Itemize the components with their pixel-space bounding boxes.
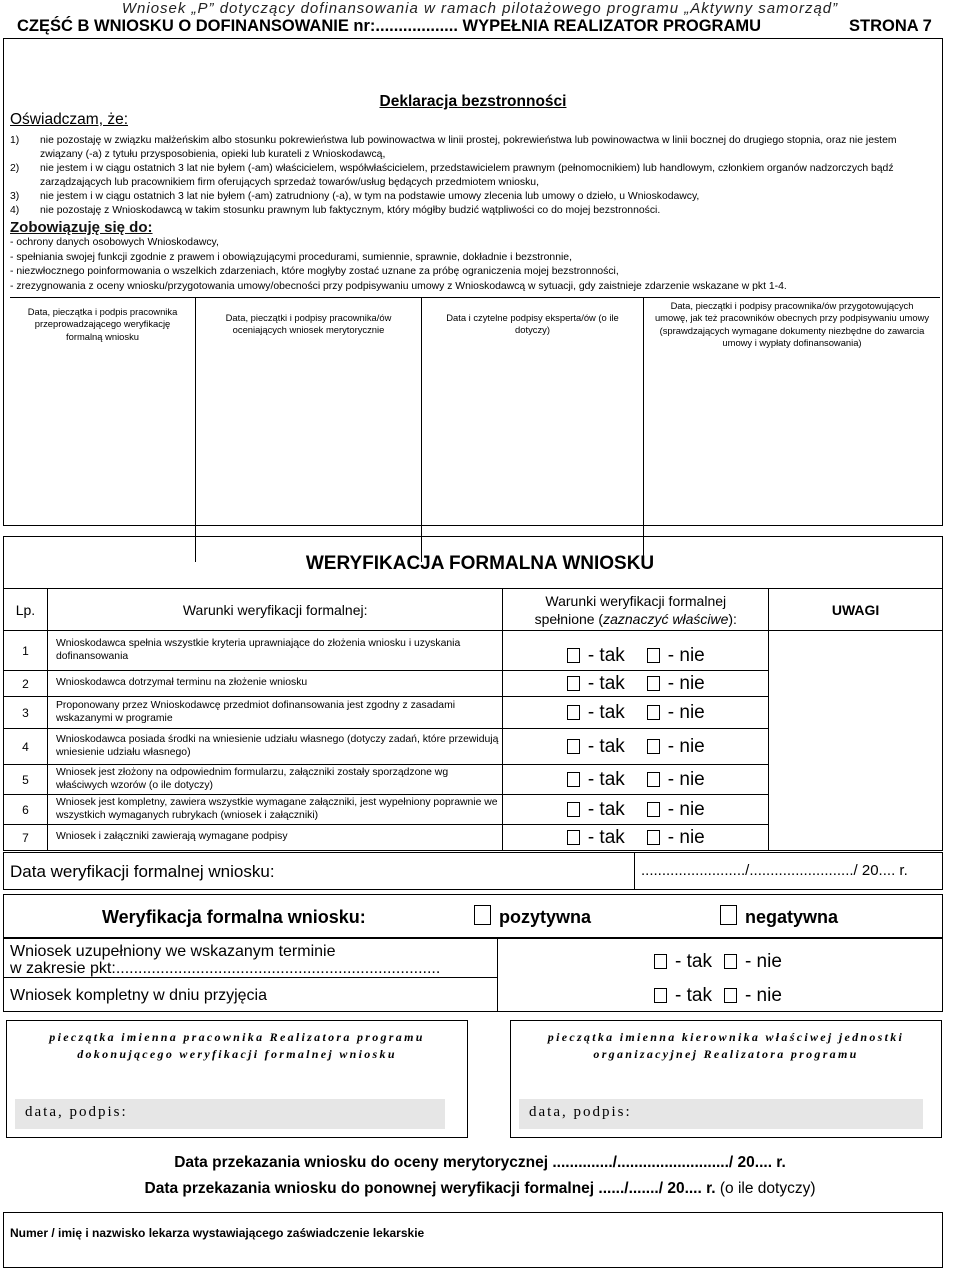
handover-reverification-date: Data przekazania wniosku do ponownej weryfikacji formalnej ....../......./ 20.... r. (o ile dotyczy): [144, 1180, 816, 1197]
table-row: 7 Wniosek i załączniki zawierają wymagane podpisy - tak - nie: [4, 825, 943, 851]
declaration-title: Deklaracja bezstronności: [379, 93, 567, 110]
table-row: 6 Wniosek jest kompletny, zawiera wszystkie wymagane załączniki, jest wypełniony poprawnie we wszystkich wymaganych rubrykach (wniosek i załączniki) - tak - nie: [4, 795, 943, 825]
section-header: [17, 17, 932, 36]
table-row: 5 Wniosek jest złożony na odpowiednim formularzu, załączniki zostały sporządzone wg właściwych wzorów (o ile dotyczy) - tak - nie: [4, 765, 943, 795]
yes-no-choice[interactable]: - tak - nie: [503, 697, 769, 729]
declaration-intro: Oświadczam, że:: [10, 111, 129, 128]
table-header-row: [4, 589, 943, 631]
supplement-box: [3, 938, 943, 1012]
section-title: CZĘŚĆ B WNIOSKU O DOFINANSOWANIE nr:.................. WYPEŁNIA REALIZATOR PROGRAMU: [17, 17, 762, 35]
commitment-list: [10, 236, 787, 294]
checkbox-no[interactable]: [647, 739, 660, 754]
complete-yes-no[interactable]: - tak - nie: [654, 985, 782, 1007]
commitment-title: Zobowiązuję się do:: [10, 219, 153, 236]
verification-title: WERYFIKACJA FORMALNA WNIOSKU: [305, 553, 655, 574]
declaration-point: 3) nie jestem i w ciągu ostatnich 3 lat nie byłem (-am) zatrudniony (-a), w tym na podstawie umowy zlecenia lub umowy o dzieło, u Wnioskodawcy,: [10, 190, 700, 202]
result-negative-option[interactable]: negatywna: [720, 905, 838, 928]
doctor-field[interactable]: Numer / imię i nazwisko lekarza wystawiającego zaświadczenie lekarskie: [3, 1212, 943, 1268]
checkbox-no[interactable]: [724, 954, 737, 969]
signature-cell-contract[interactable]: Data, pieczątki i podpisy pracownika/ów przygotowujących umowę, jak też pracowników obecnych przy podpisywaniu umowy (sprawdzających wymagane dokumenty niezbędne do zawarcia umowy i wypłaty dofinansowania): [654, 300, 930, 349]
notes-cell[interactable]: [769, 631, 943, 851]
table-row: 4 Wnioskodawca posiada środki na wniesienie udziału własnego (dotyczy zadań, które przewidują wniesienie udziału własnego) - tak - nie: [4, 729, 943, 765]
signature-cell-merit[interactable]: Data, pieczątki i podpisy pracownika/ów oceniających wniosek merytorycznie: [196, 298, 422, 562]
verification-date-field[interactable]: ........................./........................./ 20.... r.: [641, 862, 908, 879]
stamp-box-manager: pieczątka imienna kierownika właściwej jednostki organizacyjnej Realizatora programu data, podpis:: [510, 1020, 942, 1138]
signature-field-verifier[interactable]: data, podpis:: [15, 1099, 445, 1129]
declaration-point: 2) nie jestem i w ciągu ostatnich 3 lat nie byłem (-am) właścicielem, współwłaścicielem, przedstawicielem prawnym (pełnomocnikiem) lub handlowym, członkiem organów nadzorczych bądź zarządzających lub pracownikiem firm oferujących sprzedaż towarów/usług będących przedmiotem wniosku,: [10, 162, 894, 188]
checkbox-yes[interactable]: [654, 988, 667, 1003]
commitment-item: - zrezygnowania z oceny wniosku/przygotowania umowy/obecności przy podpisywaniu umowy z Wnioskodawcą w sytuacji, gdy zaistnieje zdarzenie wskazane w pkt 1-4.: [10, 280, 787, 292]
checkbox-yes[interactable]: [567, 648, 580, 663]
result-positive-option[interactable]: pozytywna: [474, 905, 591, 928]
table-row: 2 Wnioskodawca dotrzymał terminu na złożenie wniosku - tak - nie: [4, 671, 943, 697]
col-met: Warunki weryfikacji formalnej spełnione (zaznaczyć właściwe):: [503, 589, 769, 631]
verification-result-row: [3, 894, 943, 938]
signature-cell-expert[interactable]: Data i czytelne podpisy eksperta/ów (o ile dotyczy): [422, 298, 644, 562]
table-row: 1 Wnioskodawca spełnia wszystkie kryteria uprawniające do złożenia wniosku i uzyskania dofinansowania - tak - nie: [4, 631, 943, 671]
checkbox-no[interactable]: [647, 705, 660, 720]
yes-no-choice[interactable]: - tak - nie: [503, 671, 769, 697]
checkbox-yes[interactable]: [567, 830, 580, 845]
col-lp: Lp.: [4, 589, 48, 631]
commitment-item: - niezwłocznego poinformowania o wszelkich zdarzeniach, które mogłyby zostać uznane za próbę ograniczenia mojej bezstronności,: [10, 266, 619, 278]
supplement-yes-no[interactable]: - tak - nie: [654, 951, 782, 973]
stamp-box-verifier: pieczątka imienna pracownika Realizatora programu dokonującego weryfikacji formalnej wniosku data, podpis:: [6, 1020, 468, 1138]
checkbox-no[interactable]: [647, 676, 660, 691]
col-notes: UWAGI: [769, 589, 943, 631]
checkbox-yes[interactable]: [567, 772, 580, 787]
declaration-point: 4) nie pozostaję z Wnioskodawcą w takim stosunku prawnym lub faktycznym, który mógłby budzić wątpliwości co do mojej bezstronności.: [10, 204, 661, 216]
checkbox-yes[interactable]: [567, 802, 580, 817]
complete-label: Wniosek kompletny w dniu przyjęcia: [10, 987, 267, 1004]
col-conditions: Warunki weryfikacji formalnej:: [47, 589, 502, 631]
checkbox-no[interactable]: [724, 988, 737, 1003]
table-row: 3 Proponowany przez Wnioskodawcę przedmiot dofinansowania jest zgodny z zasadami wskazanymi w programie - tak - nie: [4, 697, 943, 729]
checkbox-no[interactable]: [647, 830, 660, 845]
verification-result-label: Weryfikacja formalna wniosku:: [102, 907, 366, 927]
checkbox-no[interactable]: [647, 648, 660, 663]
handover-merit-date: Data przekazania wniosku do oceny merytorycznej ............../........................../ 20.... r.: [174, 1154, 786, 1171]
supplement-label: Wniosek uzupełniony we wskazanym terminie w zakresie pkt:.........................................................................: [10, 943, 441, 977]
program-header: Wniosek „P” dotyczący dofinansowania w ramach pilotażowego programu „Aktywny samorząd”: [121, 0, 839, 17]
signature-field-manager[interactable]: data, podpis:: [519, 1099, 923, 1129]
yes-no-choice[interactable]: - tak - nie: [503, 729, 769, 765]
yes-no-choice[interactable]: - tak - nie: [503, 631, 769, 671]
yes-no-choice[interactable]: - tak - nie: [503, 795, 769, 825]
verification-date-row: [3, 852, 943, 890]
checkbox-yes[interactable]: [567, 676, 580, 691]
commitment-item: - spełniania swojej funkcji zgodnie z prawem i obowiązującymi procedurami, sumiennie, sprawnie, dokładnie i bezstronnie,: [10, 251, 572, 263]
page-number: STRONA 7: [849, 17, 932, 35]
checkbox-yes[interactable]: [567, 705, 580, 720]
checkbox-yes[interactable]: [567, 739, 580, 754]
checkbox-negative[interactable]: [720, 905, 737, 925]
checkbox-positive[interactable]: [474, 905, 491, 925]
checkbox-no[interactable]: [647, 802, 660, 817]
declaration-point: 1) nie pozostaję w związku małżeńskim albo stosunku pokrewieństwa lub powinowactwa w linii prostej, pokrewieństwa lub powinowactwa w linii bocznej do drugiego stopnia, oraz nie jestem związany (-a) z tytułu przysposobienia, opieki lub kurateli z Wnioskodawcą,: [10, 135, 897, 160]
declaration-box: [3, 38, 943, 526]
checkbox-yes[interactable]: [654, 954, 667, 969]
declaration-points: [10, 134, 940, 217]
yes-no-choice[interactable]: - tak - nie: [503, 765, 769, 795]
yes-no-choice[interactable]: - tak - nie: [503, 825, 769, 851]
signature-cell-formal[interactable]: Data, pieczątka i podpis pracownika przeprowadzającego weryfikację formalną wniosku: [10, 298, 196, 562]
signature-row: [10, 297, 940, 561]
commitment-item: - ochrony danych osobowych Wnioskodawcy,: [10, 237, 219, 248]
verification-date-label: Data weryfikacji formalnej wniosku:: [10, 862, 275, 881]
verification-table: [3, 588, 943, 851]
checkbox-no[interactable]: [647, 772, 660, 787]
